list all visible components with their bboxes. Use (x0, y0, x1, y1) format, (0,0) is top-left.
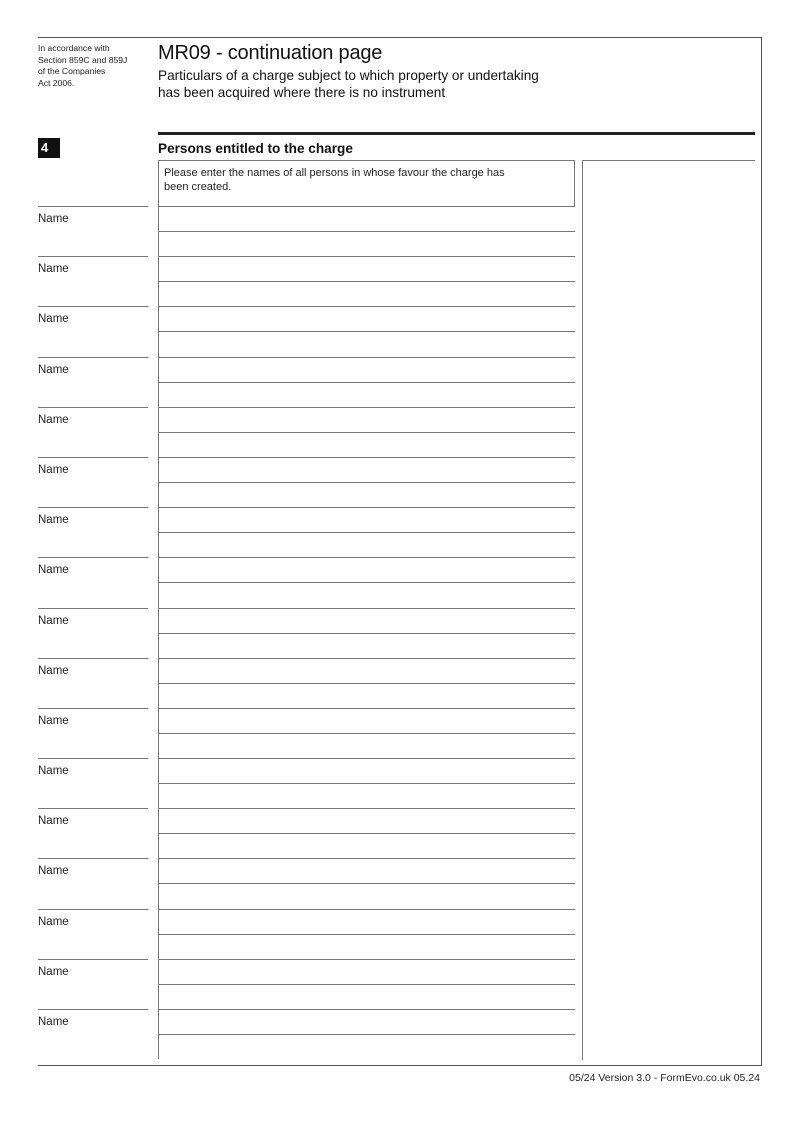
label-rule (38, 1009, 148, 1010)
label-rule (38, 457, 148, 458)
label-rule (38, 909, 148, 910)
name-field-line-2[interactable] (158, 1034, 575, 1059)
name-row (38, 959, 575, 1009)
name-field-line-2[interactable] (158, 934, 575, 959)
label-rule (38, 407, 148, 408)
label-rule (38, 357, 148, 358)
name-label: Name (38, 463, 69, 476)
legal-line: In accordance with (38, 43, 110, 53)
name-label: Name (38, 1016, 69, 1028)
name-label: Name (38, 965, 69, 978)
name-label: Name (38, 865, 69, 878)
instruction-line: Please enter the names of all persons in whose favour the charge has (164, 167, 505, 179)
label-rule (38, 658, 148, 659)
name-label: Name (38, 714, 69, 727)
name-row (38, 557, 575, 607)
name-field-line-1[interactable] (158, 708, 575, 733)
name-row (38, 608, 575, 658)
frame-bottom-rule (38, 1065, 762, 1066)
name-field-line-1[interactable] (158, 658, 575, 683)
name-field-line-2[interactable] (158, 231, 575, 256)
name-field-line-2[interactable] (158, 432, 575, 457)
frame-top-rule (38, 37, 762, 38)
label-rule (38, 858, 148, 859)
name-label: Name (38, 313, 69, 326)
name-row (38, 708, 575, 758)
name-row (38, 357, 575, 407)
name-field-line-2[interactable] (158, 833, 575, 858)
name-label: Name (38, 815, 69, 828)
label-rule (38, 206, 148, 207)
name-field-line-1[interactable] (158, 306, 575, 331)
legal-line: Act 2006. (38, 77, 75, 88)
name-label: Name (38, 765, 69, 778)
name-row (38, 909, 575, 959)
name-field-line-1[interactable] (158, 858, 575, 883)
legal-line: Section 859C and 859J (38, 54, 128, 65)
name-row (38, 507, 575, 557)
name-label: Name (38, 363, 69, 376)
section-title: Persons entitled to the charge (158, 141, 353, 156)
name-field-line-2[interactable] (158, 582, 575, 607)
footer-version: 05/24 Version 3.0 - FormEvo.co.uk 05.24 (569, 1072, 760, 1084)
name-row (38, 407, 575, 457)
name-field-line-2[interactable] (158, 984, 575, 1009)
name-field-line-2[interactable] (158, 783, 575, 808)
label-rule (38, 808, 148, 809)
name-row (38, 808, 575, 858)
name-field-line-2[interactable] (158, 883, 575, 908)
name-field-line-1[interactable] (158, 357, 575, 382)
name-row (38, 306, 575, 356)
label-rule (38, 708, 148, 709)
name-field-line-1[interactable] (158, 909, 575, 934)
frame-right-rule (761, 37, 762, 1066)
name-field-line-1[interactable] (158, 206, 575, 231)
name-field-line-2[interactable] (158, 482, 575, 507)
label-rule (38, 959, 148, 960)
legal-line: of the Companies (38, 66, 106, 76)
form-subtitle (158, 67, 618, 101)
name-label: Name (38, 564, 69, 577)
label-rule (38, 557, 148, 558)
name-row (38, 1009, 575, 1059)
side-panel-border (582, 160, 583, 1060)
name-field-line-2[interactable] (158, 382, 575, 407)
legal-reference (38, 43, 148, 89)
name-label: Name (38, 915, 69, 928)
name-label: Name (38, 213, 69, 225)
name-field-line-2[interactable] (158, 281, 575, 306)
name-label: Name (38, 413, 69, 426)
name-field-line-1[interactable] (158, 808, 575, 833)
form-title: MR09 - continuation page (158, 42, 383, 64)
name-field-line-1[interactable] (158, 557, 575, 582)
name-row (38, 206, 575, 256)
name-field-line-1[interactable] (158, 758, 575, 783)
section-number-badge: 4 (38, 138, 60, 158)
name-field-line-1[interactable] (158, 1009, 575, 1034)
label-rule (38, 608, 148, 609)
name-fields-list (38, 206, 575, 1059)
subtitle-line: Particulars of a charge subject to which property or undertaking (158, 68, 539, 83)
label-rule (38, 758, 148, 759)
name-field-line-2[interactable] (158, 633, 575, 658)
instruction-line: been created. (164, 181, 232, 193)
name-field-line-1[interactable] (158, 457, 575, 482)
name-label: Name (38, 514, 69, 527)
name-row (38, 658, 575, 708)
name-field-line-1[interactable] (158, 407, 575, 432)
name-row (38, 256, 575, 306)
section-instructions (158, 161, 575, 206)
name-field-line-2[interactable] (158, 683, 575, 708)
name-field-line-2[interactable] (158, 733, 575, 758)
name-row (38, 858, 575, 908)
name-field-line-2[interactable] (158, 331, 575, 356)
name-field-line-1[interactable] (158, 608, 575, 633)
name-label: Name (38, 263, 69, 276)
label-rule (38, 507, 148, 508)
label-rule (38, 306, 148, 307)
name-field-line-1[interactable] (158, 256, 575, 281)
name-label: Name (38, 614, 69, 627)
name-row (38, 457, 575, 507)
side-panel-top-rule (583, 160, 755, 161)
section-divider (158, 132, 755, 135)
name-field-line-1[interactable] (158, 507, 575, 532)
name-label: Name (38, 664, 69, 677)
name-row (38, 758, 575, 808)
name-field-line-1[interactable] (158, 959, 575, 984)
subtitle-line: has been acquired where there is no instrument (158, 85, 446, 100)
name-field-line-2[interactable] (158, 532, 575, 557)
label-rule (38, 256, 148, 257)
